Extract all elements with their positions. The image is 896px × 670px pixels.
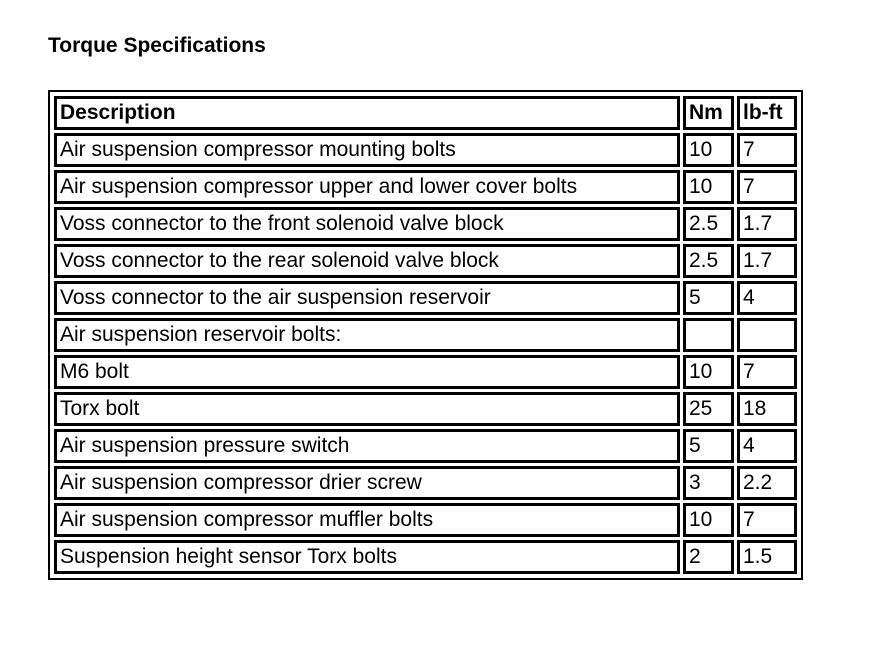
cell-description: Voss connector to the air suspension reservoir [54,281,680,315]
table-row [54,466,797,500]
cell-description: Air suspension compressor muffler bolts [54,503,680,537]
header-nm: Nm [683,96,734,130]
table-row [54,355,797,389]
table-row [54,318,797,352]
cell-lb-ft: 7 [737,133,797,167]
cell-description: Voss connector to the front solenoid valve block [54,207,680,241]
cell-description: Suspension height sensor Torx bolts [54,540,680,574]
cell-nm: 3 [683,466,734,500]
table-header-row [54,96,797,130]
cell-lb-ft: 7 [737,355,797,389]
cell-nm: 2.5 [683,207,734,241]
table-row [54,392,797,426]
table-row [54,540,797,574]
cell-lb-ft: 18 [737,392,797,426]
cell-nm [683,318,734,352]
cell-nm: 10 [683,355,734,389]
cell-description: M6 bolt [54,355,680,389]
torque-spec-table [48,90,803,580]
cell-nm: 5 [683,281,734,315]
header-description: Description [54,96,680,130]
table-row [54,503,797,537]
cell-lb-ft: 7 [737,170,797,204]
cell-lb-ft [737,318,797,352]
cell-lb-ft: 4 [737,281,797,315]
cell-nm: 10 [683,170,734,204]
cell-nm: 2.5 [683,244,734,278]
cell-lb-ft: 1.7 [737,207,797,241]
cell-description: Air suspension compressor mounting bolts [54,133,680,167]
cell-lb-ft: 1.5 [737,540,797,574]
cell-description: Air suspension pressure switch [54,429,680,463]
page-title: Torque Specifications [48,34,266,57]
table-row [54,133,797,167]
cell-lb-ft: 7 [737,503,797,537]
cell-description: Torx bolt [54,392,680,426]
table-row [54,170,797,204]
cell-lb-ft: 1.7 [737,244,797,278]
cell-description: Air suspension compressor upper and lower cover bolts [54,170,680,204]
cell-nm: 5 [683,429,734,463]
header-lb-ft: lb-ft [737,96,797,130]
cell-description: Air suspension compressor drier screw [54,466,680,500]
cell-description: Air suspension reservoir bolts: [54,318,680,352]
cell-nm: 10 [683,503,734,537]
cell-description: Voss connector to the rear solenoid valve block [54,244,680,278]
table-row [54,207,797,241]
cell-nm: 25 [683,392,734,426]
table-row [54,429,797,463]
cell-nm: 2 [683,540,734,574]
table-row [54,281,797,315]
table-row [54,244,797,278]
cell-nm: 10 [683,133,734,167]
cell-lb-ft: 2.2 [737,466,797,500]
cell-lb-ft: 4 [737,429,797,463]
